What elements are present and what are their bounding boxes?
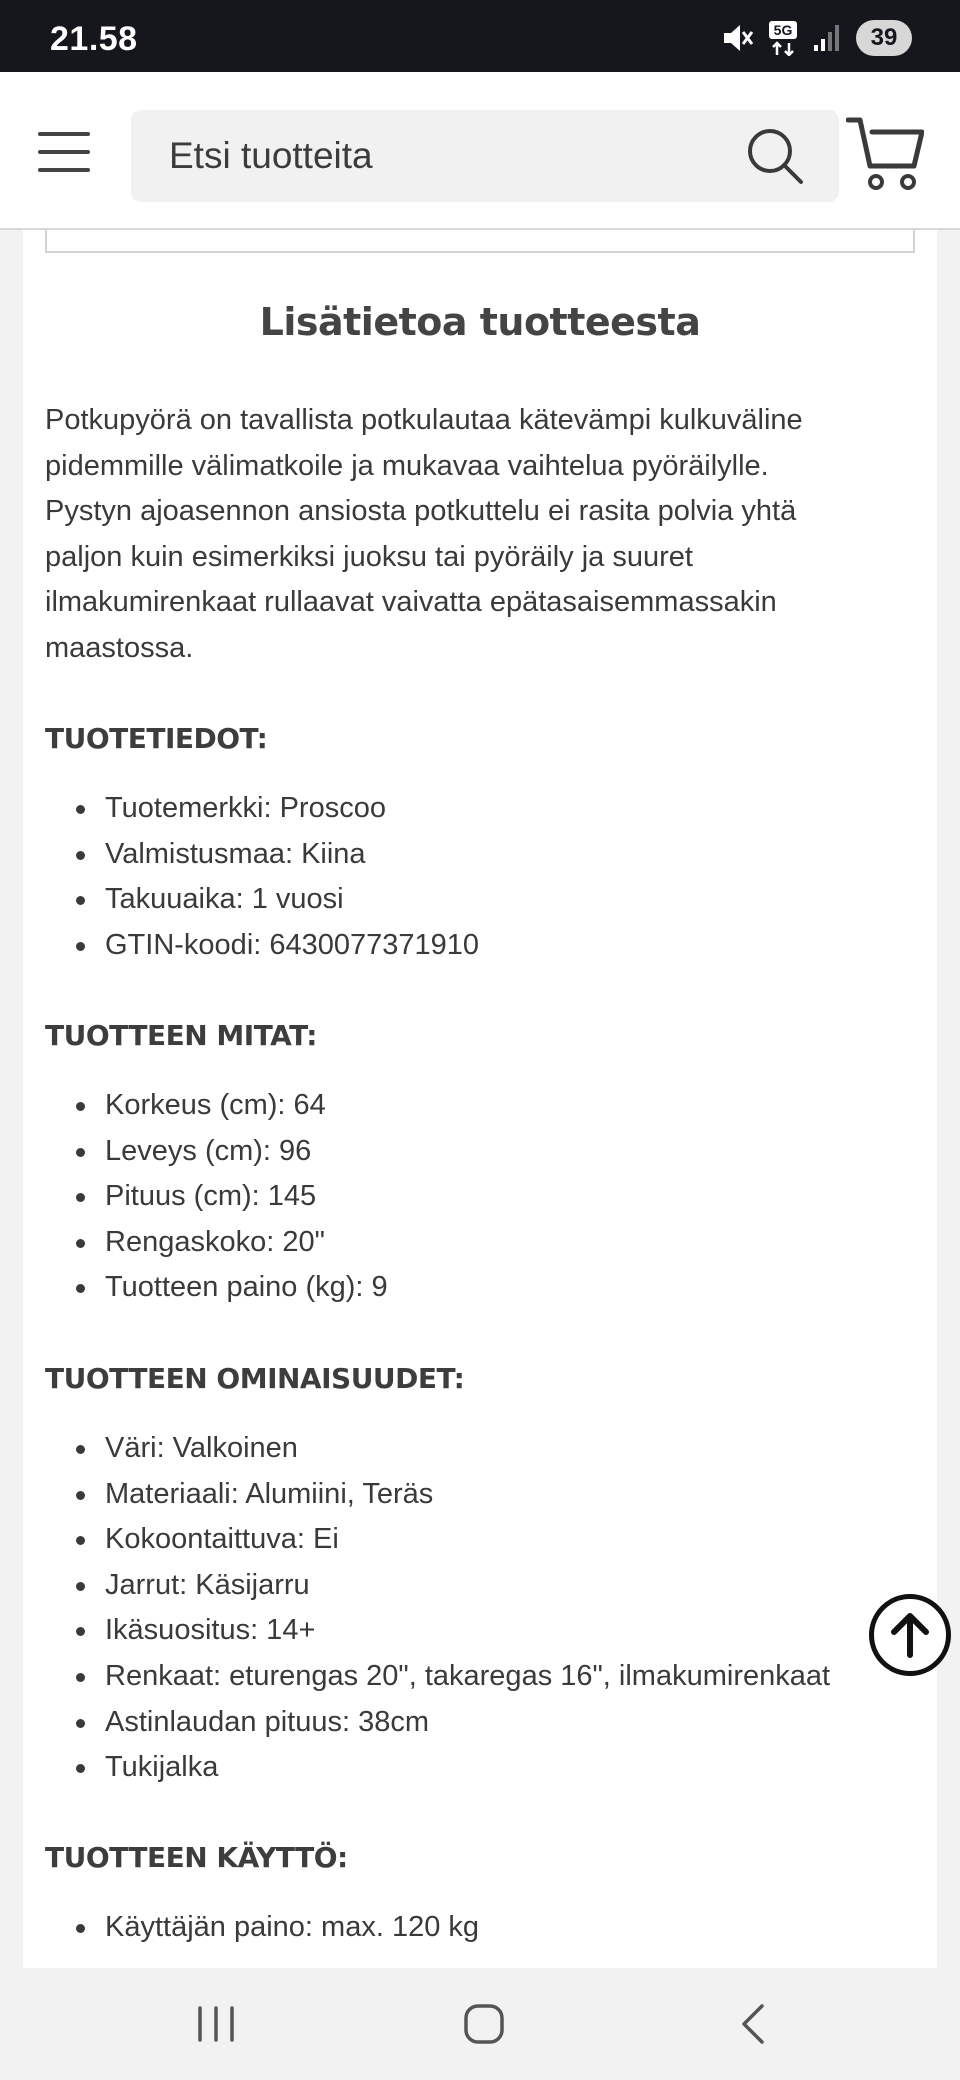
site-header [0, 72, 960, 230]
list-item: Pituus (cm): 145 [45, 1174, 388, 1220]
spec-list-features [45, 1426, 830, 1791]
description-line: paljon kuin esimerkiksi juoksu tai pyöräily ja suuret [45, 540, 693, 573]
cart-icon[interactable] [846, 114, 924, 194]
spec-list-usage [45, 1905, 479, 1951]
spec-list-product-details [45, 786, 479, 968]
back-icon[interactable] [724, 1998, 784, 2050]
home-icon[interactable] [454, 1998, 514, 2050]
list-item: Jarrut: Käsijarru [45, 1563, 830, 1609]
battery-level: 39 [870, 24, 898, 51]
list-item: Astinlaudan pituus: 38cm [45, 1700, 830, 1746]
recent-apps-icon[interactable] [186, 1998, 246, 2050]
description-line: maastossa. [45, 631, 194, 664]
description-line: ilmakumirenkaat rullaavat vaivatta epätasaisemmassakin [45, 586, 777, 619]
svg-text:5G: 5G [773, 22, 793, 38]
spec-heading-dimensions: TUOTTEEN MITAT: [45, 1019, 317, 1052]
system-nav-bar [0, 1968, 960, 2080]
status-time: 21.58 [50, 20, 138, 58]
battery-icon [856, 20, 912, 56]
spec-heading-usage: TUOTTEEN KÄYTTÖ: [45, 1841, 348, 1874]
list-item: Rengaskoko: 20" [45, 1220, 388, 1266]
list-item: Takuuaika: 1 vuosi [45, 877, 479, 923]
list-item: Leveys (cm): 96 [45, 1129, 388, 1175]
hamburger-menu-icon[interactable] [38, 132, 90, 172]
5g-icon [768, 20, 798, 56]
spec-heading-product-details: TUOTETIEDOT: [45, 722, 268, 755]
description-line: Potkupyörä on tavallista potkulautaa kätevämpi kulkuväline [45, 404, 803, 436]
scroll-to-top-button[interactable] [869, 1594, 951, 1676]
arrow-up-circle-icon [874, 1599, 946, 1671]
list-item: Materiaali: Alumiini, Teräs [45, 1472, 830, 1518]
previous-section-box [45, 230, 915, 253]
list-item: Ikäsuositus: 14+ [45, 1608, 830, 1654]
list-item: Käyttäjän paino: max. 120 kg [45, 1905, 479, 1951]
list-item: Kokoontaittuva: Ei [45, 1517, 830, 1563]
search-bar[interactable] [131, 110, 839, 202]
list-item: GTIN-koodi: 6430077371910 [45, 923, 479, 969]
description-line: pidemmille välimatkoile ja mukavaa vaihtelua pyöräilylle. [45, 449, 769, 482]
spec-heading-features: TUOTTEEN OMINAISUUDET: [45, 1362, 465, 1395]
spec-list-dimensions [45, 1083, 388, 1311]
list-item: Valmistusmaa: Kiina [45, 832, 479, 878]
search-input[interactable] [169, 110, 729, 202]
signal-icon [812, 23, 842, 53]
list-item: Tukijalka [45, 1745, 830, 1791]
list-item: Renkaat: eturengas 20", takaregas 16", ilmakumirenkaat [45, 1654, 830, 1700]
list-item: Korkeus (cm): 64 [45, 1083, 388, 1129]
status-icons [720, 18, 912, 58]
list-item: Tuotteen paino (kg): 9 [45, 1265, 388, 1311]
description-line: Pystyn ajoasennon ansiosta potkuttelu ei rasita polvia yhtä [45, 495, 797, 528]
search-icon[interactable] [745, 126, 805, 186]
mute-icon [720, 21, 754, 55]
product-info-card [23, 230, 937, 1968]
product-description [45, 398, 925, 672]
list-item: Tuotemerkki: Proscoo [45, 786, 479, 832]
section-title: Lisätietoa tuotteesta [259, 300, 701, 344]
status-bar [0, 0, 960, 72]
list-item: Väri: Valkoinen [45, 1426, 830, 1472]
